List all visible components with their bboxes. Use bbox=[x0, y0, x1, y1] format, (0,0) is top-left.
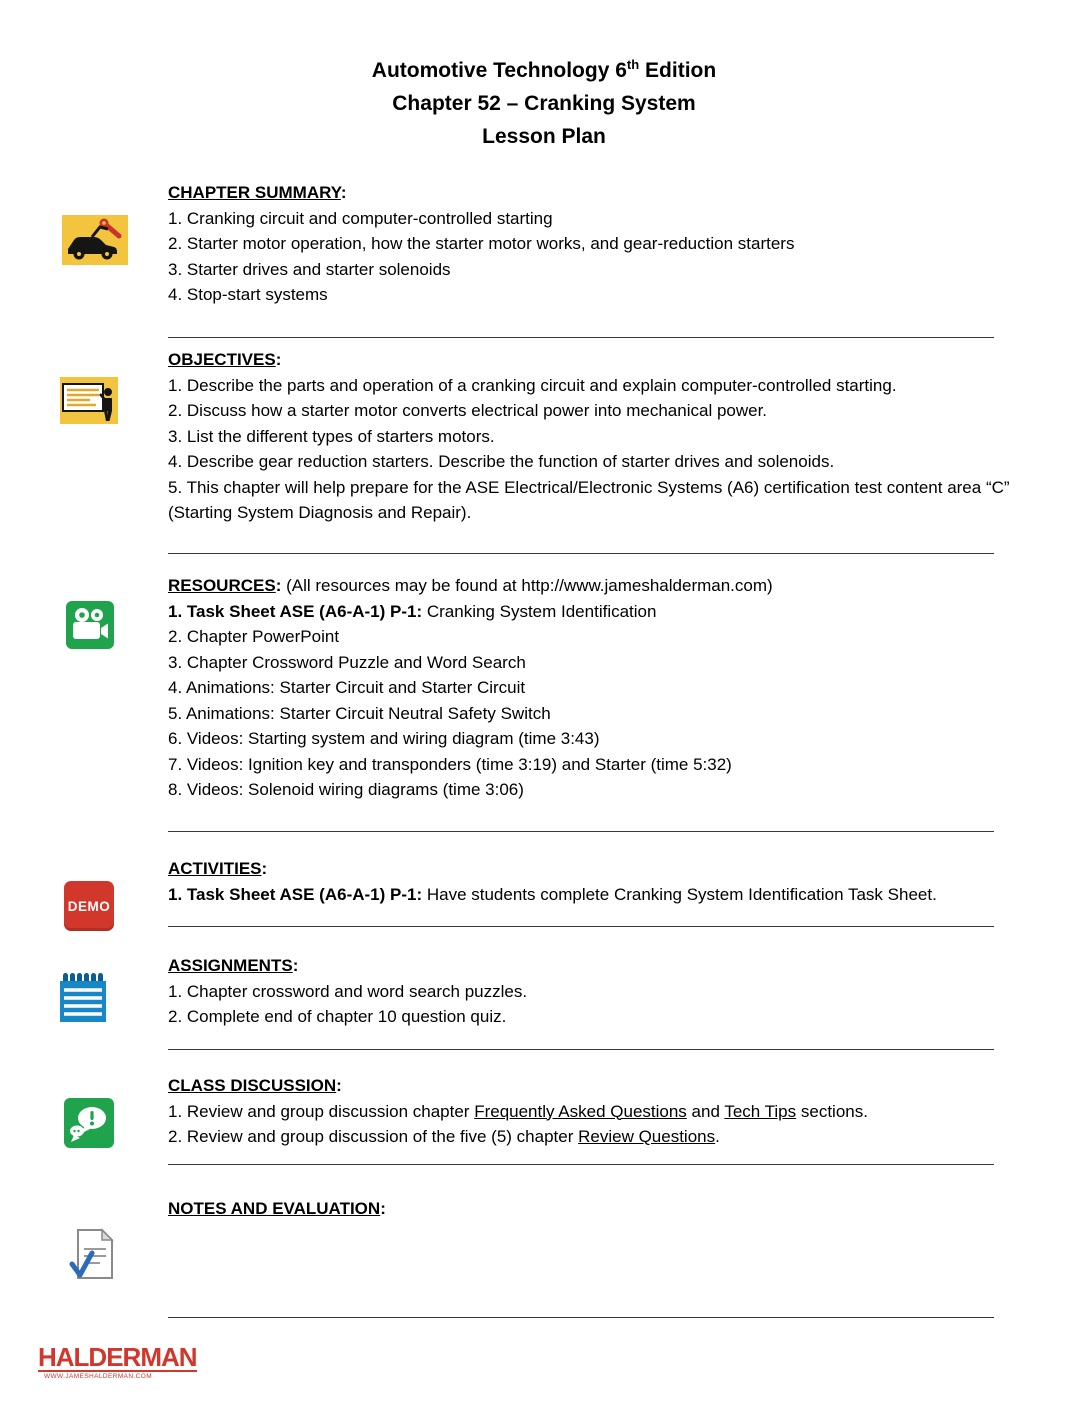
title-line-1-superscript: th bbox=[626, 57, 640, 72]
chapter-summary-heading-text: CHAPTER SUMMARY bbox=[168, 183, 341, 202]
activities-heading bbox=[168, 856, 1036, 882]
notes-heading-text: NOTES AND EVALUATION bbox=[168, 1199, 381, 1218]
discussion-item-1-mid: and bbox=[686, 1101, 725, 1121]
list-item: 5. This chapter will help prepare for the ASE Electrical/Electronic Systems (A6) certification test content area “C” (Starting System Diagnosis and Repair). bbox=[168, 477, 1010, 522]
list-item: 3. Starter drives and starter solenoids bbox=[168, 259, 451, 279]
checklist-document-icon bbox=[66, 1227, 118, 1281]
list-item bbox=[168, 1124, 1036, 1150]
title-line-2: Chapter 52 – Cranking System bbox=[392, 92, 696, 115]
title-line-3: Lesson Plan bbox=[482, 125, 606, 148]
list-item bbox=[168, 1099, 1036, 1125]
list-item: 2. Discuss how a starter motor converts electrical power into mechanical power. bbox=[168, 401, 768, 420]
demo-icon-label: DEMO bbox=[67, 898, 111, 914]
review-questions-reference: Review Questions bbox=[578, 1127, 716, 1146]
list-item: 4. Describe gear reduction starters. Describe the function of starter drives and solenoids. bbox=[168, 452, 835, 471]
class-discussion-heading-text: CLASS DISCUSSION bbox=[168, 1076, 337, 1095]
heading-colon: : bbox=[275, 576, 282, 595]
list-item: 8. Videos: Solenoid wiring diagrams (time 3:06) bbox=[168, 780, 524, 799]
discussion-item-1-pre: 1. Review and group discussion chapter bbox=[168, 1101, 475, 1121]
car-repair-icon bbox=[62, 215, 128, 265]
list-item: 5. Animations: Starter Circuit Neutral Safety Switch bbox=[168, 703, 551, 723]
list-item bbox=[168, 882, 1036, 908]
section-divider bbox=[168, 926, 994, 927]
list-item: 1. Cranking circuit and computer-controlled starting bbox=[168, 208, 553, 228]
resources-heading-text: RESOURCES bbox=[168, 576, 276, 595]
resources-item-1-bold: 1. Task Sheet ASE (A6-A-1) P-1: bbox=[168, 601, 423, 621]
class-discussion-heading bbox=[168, 1073, 1036, 1099]
section-divider bbox=[168, 1049, 994, 1050]
list-item: 1. Describe the parts and operation of a cranking circuit and explain computer-controlled starting. bbox=[168, 375, 897, 395]
resources-section bbox=[168, 573, 1036, 803]
title-line-1-suffix: Edition bbox=[639, 59, 717, 82]
chapter-summary-section bbox=[168, 180, 1036, 308]
resources-heading bbox=[168, 573, 1036, 599]
section-divider bbox=[168, 1164, 994, 1165]
resources-heading-note: (All resources may be found at http://www.jameshalderman.com) bbox=[281, 576, 773, 595]
list-item: 6. Videos: Starting system and wiring diagram (time 3:43) bbox=[168, 729, 600, 748]
resources-item-1-rest: Cranking System Identification bbox=[422, 601, 657, 621]
objectives-section bbox=[168, 347, 1036, 526]
heading-colon: : bbox=[292, 956, 299, 975]
tech-tips-reference: Tech Tips bbox=[724, 1101, 797, 1121]
assignments-heading-text: ASSIGNMENTS bbox=[168, 956, 293, 975]
list-item: 2. Starter motor operation, how the starter motor works, and gear-reduction starters bbox=[168, 234, 795, 253]
list-item: 3. Chapter Crossword Puzzle and Word Search bbox=[168, 652, 526, 672]
demo-badge-icon bbox=[64, 881, 114, 931]
list-item bbox=[168, 599, 1036, 625]
activities-item-1-rest: Have students complete Cranking System Identification Task Sheet. bbox=[422, 884, 937, 904]
heading-colon: : bbox=[340, 183, 347, 202]
title-line-1 bbox=[0, 48, 1088, 87]
list-item: 4. Animations: Starter Circuit and Starter Circuit bbox=[168, 678, 526, 697]
list-item: 4. Stop-start systems bbox=[168, 285, 328, 304]
class-discussion-section bbox=[168, 1073, 1036, 1150]
title-line-1-text: Automotive Technology 6 bbox=[371, 59, 627, 82]
chapter-summary-heading bbox=[168, 180, 1036, 206]
activities-heading-text: ACTIVITIES bbox=[168, 859, 262, 878]
activities-section bbox=[168, 856, 1036, 907]
section-divider bbox=[168, 553, 994, 554]
objectives-heading bbox=[168, 347, 1036, 373]
video-camera-icon bbox=[66, 601, 114, 649]
assignments-heading bbox=[168, 953, 1036, 979]
assignments-section bbox=[168, 953, 1036, 1030]
halderman-logo-text: HALDERMAN bbox=[38, 1342, 197, 1372]
spiral-notebook-icon bbox=[60, 972, 112, 1029]
section-divider bbox=[168, 337, 994, 338]
list-item: 7. Videos: Ignition key and transponders (time 3:19) and Starter (time 5:32) bbox=[168, 754, 732, 774]
heading-colon: : bbox=[275, 350, 282, 369]
halderman-logo-url: WWW.JAMESHALDERMAN.COM bbox=[43, 1373, 153, 1380]
speech-bubbles-icon bbox=[64, 1098, 114, 1148]
notes-section bbox=[168, 1196, 1036, 1222]
activities-item-1-bold: 1. Task Sheet ASE (A6-A-1) P-1: bbox=[168, 884, 423, 904]
discussion-item-1-post: sections. bbox=[796, 1101, 868, 1121]
halderman-logo bbox=[38, 1342, 197, 1381]
objectives-heading-text: OBJECTIVES bbox=[168, 350, 276, 369]
presentation-board-icon bbox=[60, 377, 118, 424]
list-item: 2. Chapter PowerPoint bbox=[168, 627, 340, 646]
list-item: 3. List the different types of starters motors. bbox=[168, 426, 495, 446]
list-item: 1. Chapter crossword and word search puzzles. bbox=[168, 981, 528, 1001]
list-item: 2. Complete end of chapter 10 question quiz. bbox=[168, 1007, 507, 1026]
heading-colon: : bbox=[380, 1199, 386, 1218]
faq-reference: Frequently Asked Questions bbox=[474, 1101, 687, 1121]
heading-colon: : bbox=[336, 1076, 342, 1095]
notes-heading bbox=[168, 1196, 1036, 1222]
document-title bbox=[0, 48, 1088, 153]
heading-colon: : bbox=[261, 859, 268, 878]
discussion-item-2-pre: 2. Review and group discussion of the five (5) chapter bbox=[168, 1127, 579, 1146]
discussion-item-2-post: . bbox=[715, 1127, 720, 1146]
section-divider bbox=[168, 1317, 994, 1318]
section-divider bbox=[168, 831, 994, 832]
